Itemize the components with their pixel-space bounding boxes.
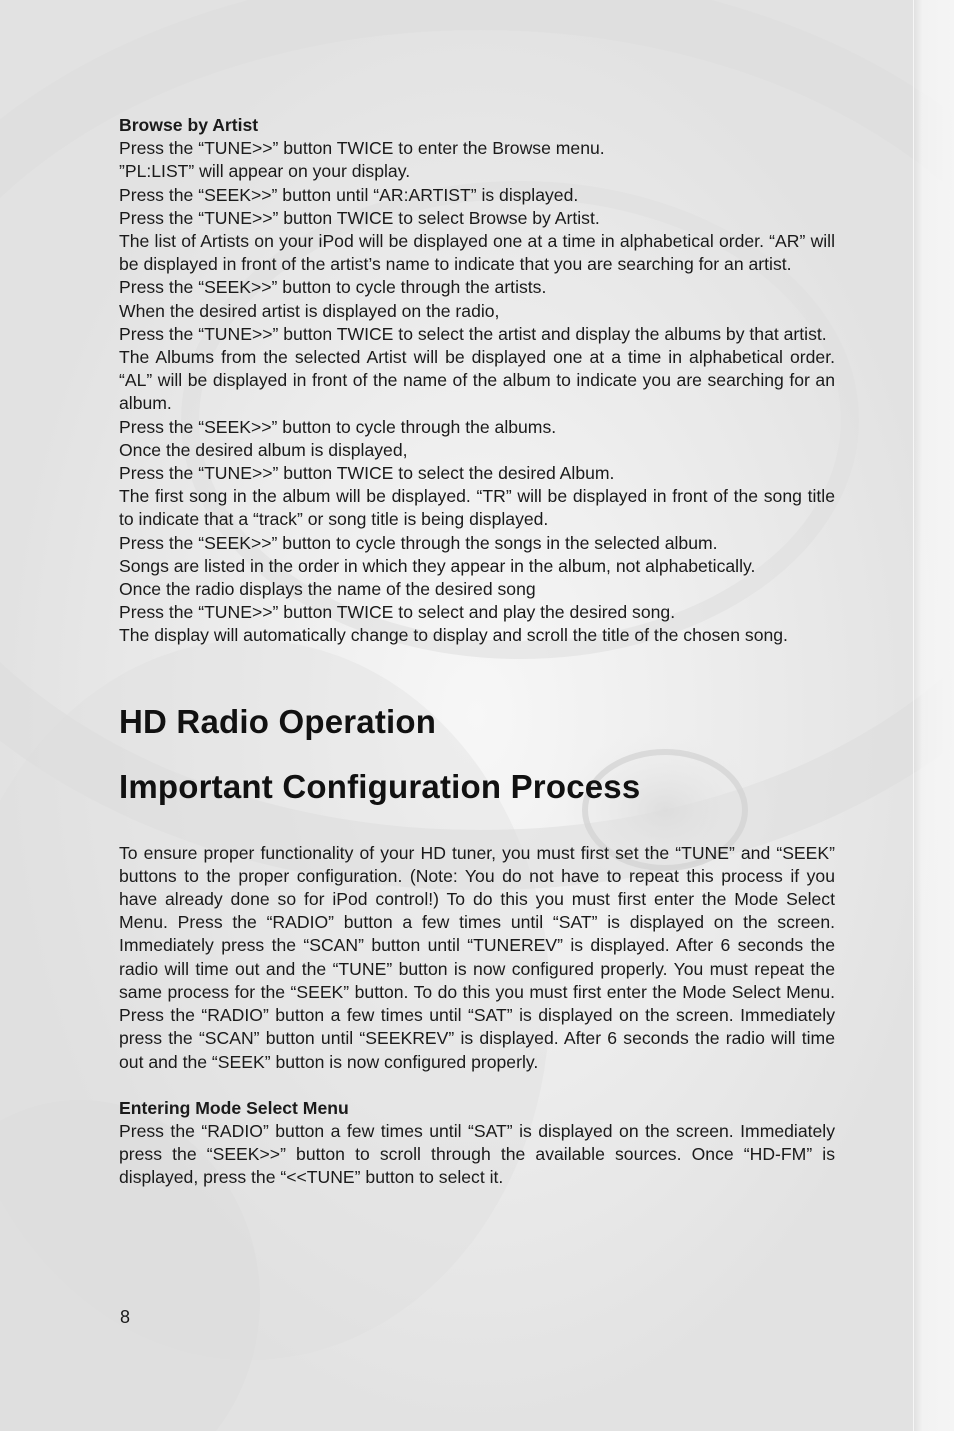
instruction-line: Press the “TUNE>>” button TWICE to select the artist and display the albums by that artist. [119,323,827,344]
instruction-line: Songs are listed in the order in which they appear in the album, not alphabetically. [119,555,756,576]
section-title: HD Radio Operation [119,702,437,740]
instruction-line: The display will automatically change to display and scroll the title of the chosen song. [119,625,788,646]
page-edge-line [913,0,914,1431]
instruction-line: Press the “TUNE>>” button TWICE to select and play the desired song. [119,602,676,623]
entering-mode-text: Press the “RADIO” button a few times until “SAT” is displayed on the screen. Immediately press the “SEEK>>” button to scroll through the available sources. Once “HD-FM” is displayed, press the “<<TUNE” button to select it. [119,1120,835,1188]
entering-mode-heading: Entering Mode Select Menu [119,1097,349,1118]
instruction-line: Press the “TUNE>>” button TWICE to select Browse by Artist. [119,207,600,228]
instruction-line: Press the “TUNE>>” button TWICE to enter the Browse menu. [119,138,605,159]
instruction-line: The list of Artists on your iPod will be displayed one at a time in alphabetical order. “AR” will be displayed in front of the artist’s name to indicate that you are searching for an artist. [119,231,835,275]
instruction-line: Press the “SEEK>>” button to cycle through the songs in the selected album. [119,532,718,553]
page-number: 8 [120,1307,131,1327]
instruction-line: Once the radio displays the name of the desired song [119,579,536,600]
instruction-line: When the desired artist is displayed on the radio, [119,300,500,321]
instruction-line: Press the “SEEK>>” button to cycle through the albums. [119,416,557,437]
instruction-line: The first song in the album will be displayed. “TR” will be displayed in front of the song title to indicate that a “track” or song title is being displayed. [119,486,835,530]
instruction-line: Press the “SEEK>>” button until “AR:ARTIST” is displayed. [119,184,579,205]
config-title: Important Configuration Process [119,767,641,805]
browse-by-artist-heading: Browse by Artist [119,115,259,135]
instruction-line: ”PL:LIST” will appear on your display. [119,161,411,182]
instruction-line: Press the “TUNE>>” button TWICE to select the desired Album. [119,463,615,484]
config-paragraph: To ensure proper functionality of your HD tuner, you must first set the “TUNE” and “SEEK” buttons to the proper configuration. (Note: You do not have to repeat this process if you have already done so for iPod control!) To do this you must first enter the Mode Select Menu. Press the “RADIO” button a few times until “SAT” is displayed on the screen. Immediately press the “SCAN” button until “TUNEREV” is displayed. After 6 seconds the radio will time out and the “TUNE” button is now configured properly. You must repeat the same process for the “SEEK” button. To do this you must first enter the Mode Select Menu. Press the “RADIO” button a few times until “SAT” is displayed on the screen. Immediately press the “SCAN” button until “SEEKREV” is displayed. After 6 seconds the radio will time out and the “SEEK” button is now configured properly. [119,842,835,1072]
instruction-line: Press the “SEEK>>” button to cycle through the artists. [119,277,547,298]
page-content [119,114,835,1190]
page-edge-shade [914,0,954,1431]
instruction-line: Once the desired album is displayed, [119,439,408,460]
instruction-line: The Albums from the selected Artist will be displayed one at a time in alphabetical order. “AL” will be displayed in front of the name of the album to indicate you are searching for an album. [119,347,835,414]
